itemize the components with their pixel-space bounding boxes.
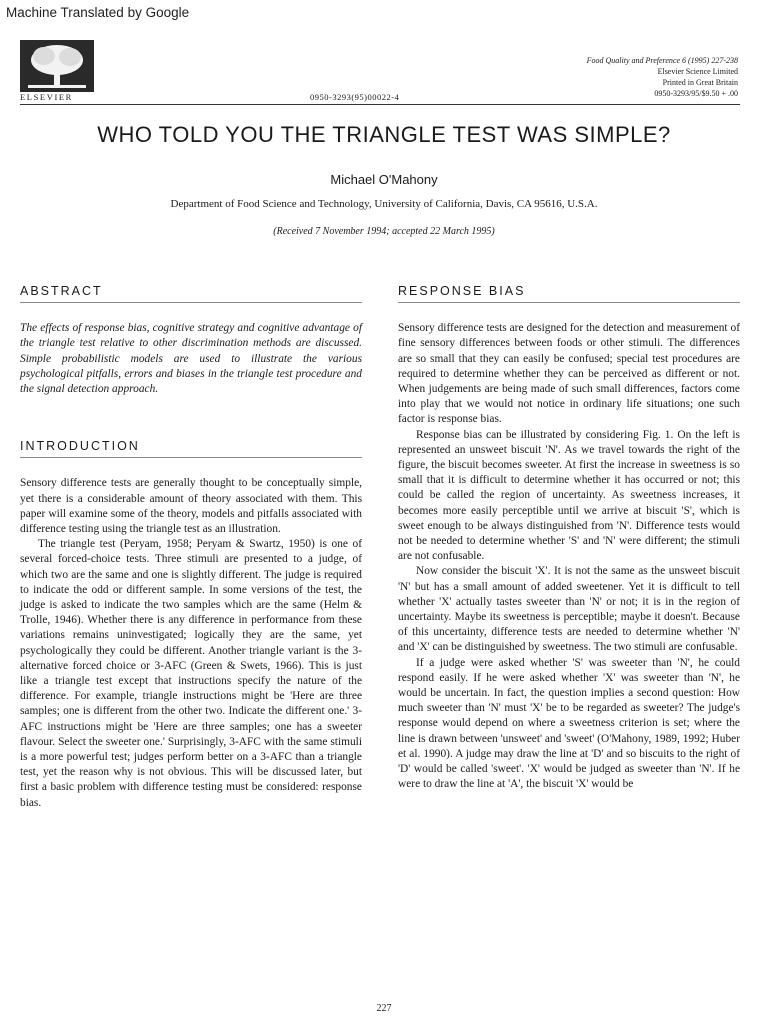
response-bias-paragraph-4: If a judge were asked whether 'S' was sweeter than 'N', he could respond easily. If he were asked whether 'X' was sweeter than 'N', he would be uncertain. In fact, the question implies a second question: How much sweeter than 'N' must 'X' be to be regarded as sweeter? The judge's response would depend on where a sweetness criterion is set; where the line is drawn between 'unsweet' and 'sweet' (O'Mahony, 1989, 1992; Huber et al. 1990). A judge may draw the line at 'D' and so biscuits to the right of 'D' would be called 'sweet'. 'X' would be judged as sweeter than 'N'. If he were to draw the line at 'A', the biscuit 'X' would be [398, 656, 740, 791]
response-bias-paragraph-3: Now consider the biscuit 'X'. It is not the same as the unsweet biscuit 'N' but has a small amount of added sweetener. Yet it is difficult to tell whether 'X' actually tastes sweeter than 'N' or not; it is in the region of uncertainty. Maybe its sweetness is perceptible; maybe it doesn't. Because of this uncertainty, difference tests are needed to determine whether 'N' and 'X' can be distinguished by sweetness. The two stimuli are confusable. [398, 565, 740, 654]
publisher-name: ELSEVIER [20, 92, 73, 102]
abstract-text: The effects of response bias, cognitive strategy and cognitive advantage of the triangle test relative to other discrimination methods are discussed. Simple probabilistic models are used to illustrate the various psychological pitfalls, errors and biases in the triangle test procedure and the signal detection approach. [20, 322, 362, 396]
publisher-line: Elsevier Science Limited [657, 67, 738, 76]
abstract-heading: ABSTRACT [20, 284, 103, 298]
author-affiliation: Department of Food Science and Technology, University of California, Davis, CA 95616, U.S.A. [170, 198, 598, 210]
introduction-heading: INTRODUCTION [20, 439, 140, 454]
response-bias-paragraph-1: Sensory difference tests are designed for the detection and measurement of fine sensory differences between foods or other stimuli. The differences are so small that they can easily be confused; special test procedures are required to determine whether they can be perceived as different or not. When judgements are being made of such small differences, factors come into play that we would not notice in ordinary life situations; one such factor is response bias. [398, 322, 740, 426]
introduction-heading-rule [20, 457, 362, 458]
article-code: 0950-3293(95)00022-4 [310, 92, 400, 102]
page-number: 227 [376, 1003, 392, 1014]
received-dates: (Received 7 November 1994; accepted 22 March 1995) [273, 226, 495, 237]
price-line: 0950-3293/95/$9.50 + .00 [654, 89, 738, 98]
header-divider [20, 104, 740, 105]
machine-translation-banner: Machine Translated by Google [6, 5, 190, 20]
response-bias-heading: RESPONSE BIAS [398, 284, 526, 298]
introduction-paragraph-1: Sensory difference tests are generally thought to be conceptually simple, yet there is a considerable amount of theory associated with them. This paper will examine some of the theory, models and pitfalls associated with difference testing using the triangle test as an illustration. [20, 477, 362, 536]
right-column [398, 284, 740, 793]
article-title: WHO TOLD YOU THE TRIANGLE TEST WAS SIMPLE? [97, 122, 671, 147]
journal-info [587, 55, 738, 99]
response-bias-heading-rule [398, 302, 740, 303]
introduction-paragraph-2: The triangle test (Peryam, 1958; Peryam & Swartz, 1950) is one of several forced-choice tests. Three stimuli are presented to a judge, of which two are the same and one is slightly different. The judge is required to indicate the odd or different sample. In some versions of the test, the judge is asked to indicate the two samples which are the same (Helm & Trolle, 1946). Whether there is any difference in performance from these variations remains uninvestigated; logically they are the same, yet psychologically they could be different. Another triangle variant is the 3-alternative forced choice or 3-AFC (Green & Swets, 1966). This is just like a triangle test except that instructions specify the nature of the difference. For example, triangle instructions might be 'Here are three samples; one is different from the other two. Indicate the different one.' 3-AFC instructions might be 'Here are three samples; one has a sweeter flavour. Select the sweeter one.' Surprisingly, 3-AFC with the same stimuli is a more powerful test; judges perform better on a 3-AFC than a triangle test, yet the reason why is not obvious. This will be discussed later, but first a basic problem with difference testing must be considered: response bias. [20, 538, 362, 809]
printed-line: Printed in Great Britain [662, 78, 738, 87]
journal-citation: Food Quality and Preference 6 (1995) 227-238 [586, 56, 738, 65]
article-author: Michael O'Mahony [330, 172, 438, 187]
response-bias-paragraph-2: Response bias can be illustrated by considering Fig. 1. On the left is represented an unsweet biscuit 'N'. As we travel towards the right of the figure, the biscuit becomes sweeter. At first the increase in sweetness is so small that it is difficult to determine whether it has occurred or not; this could be called the region of uncertainty. As sweetness increases, it becomes more easily perceptible until we arrive at biscuit 'S', which is sweet enough to be always distinguished from 'N'. Difference tests would not be needed to determine whether 'S' and 'N' were different; the stimuli are not confusable. [398, 428, 740, 563]
left-column [20, 284, 362, 811]
abstract-heading-rule [20, 302, 362, 303]
